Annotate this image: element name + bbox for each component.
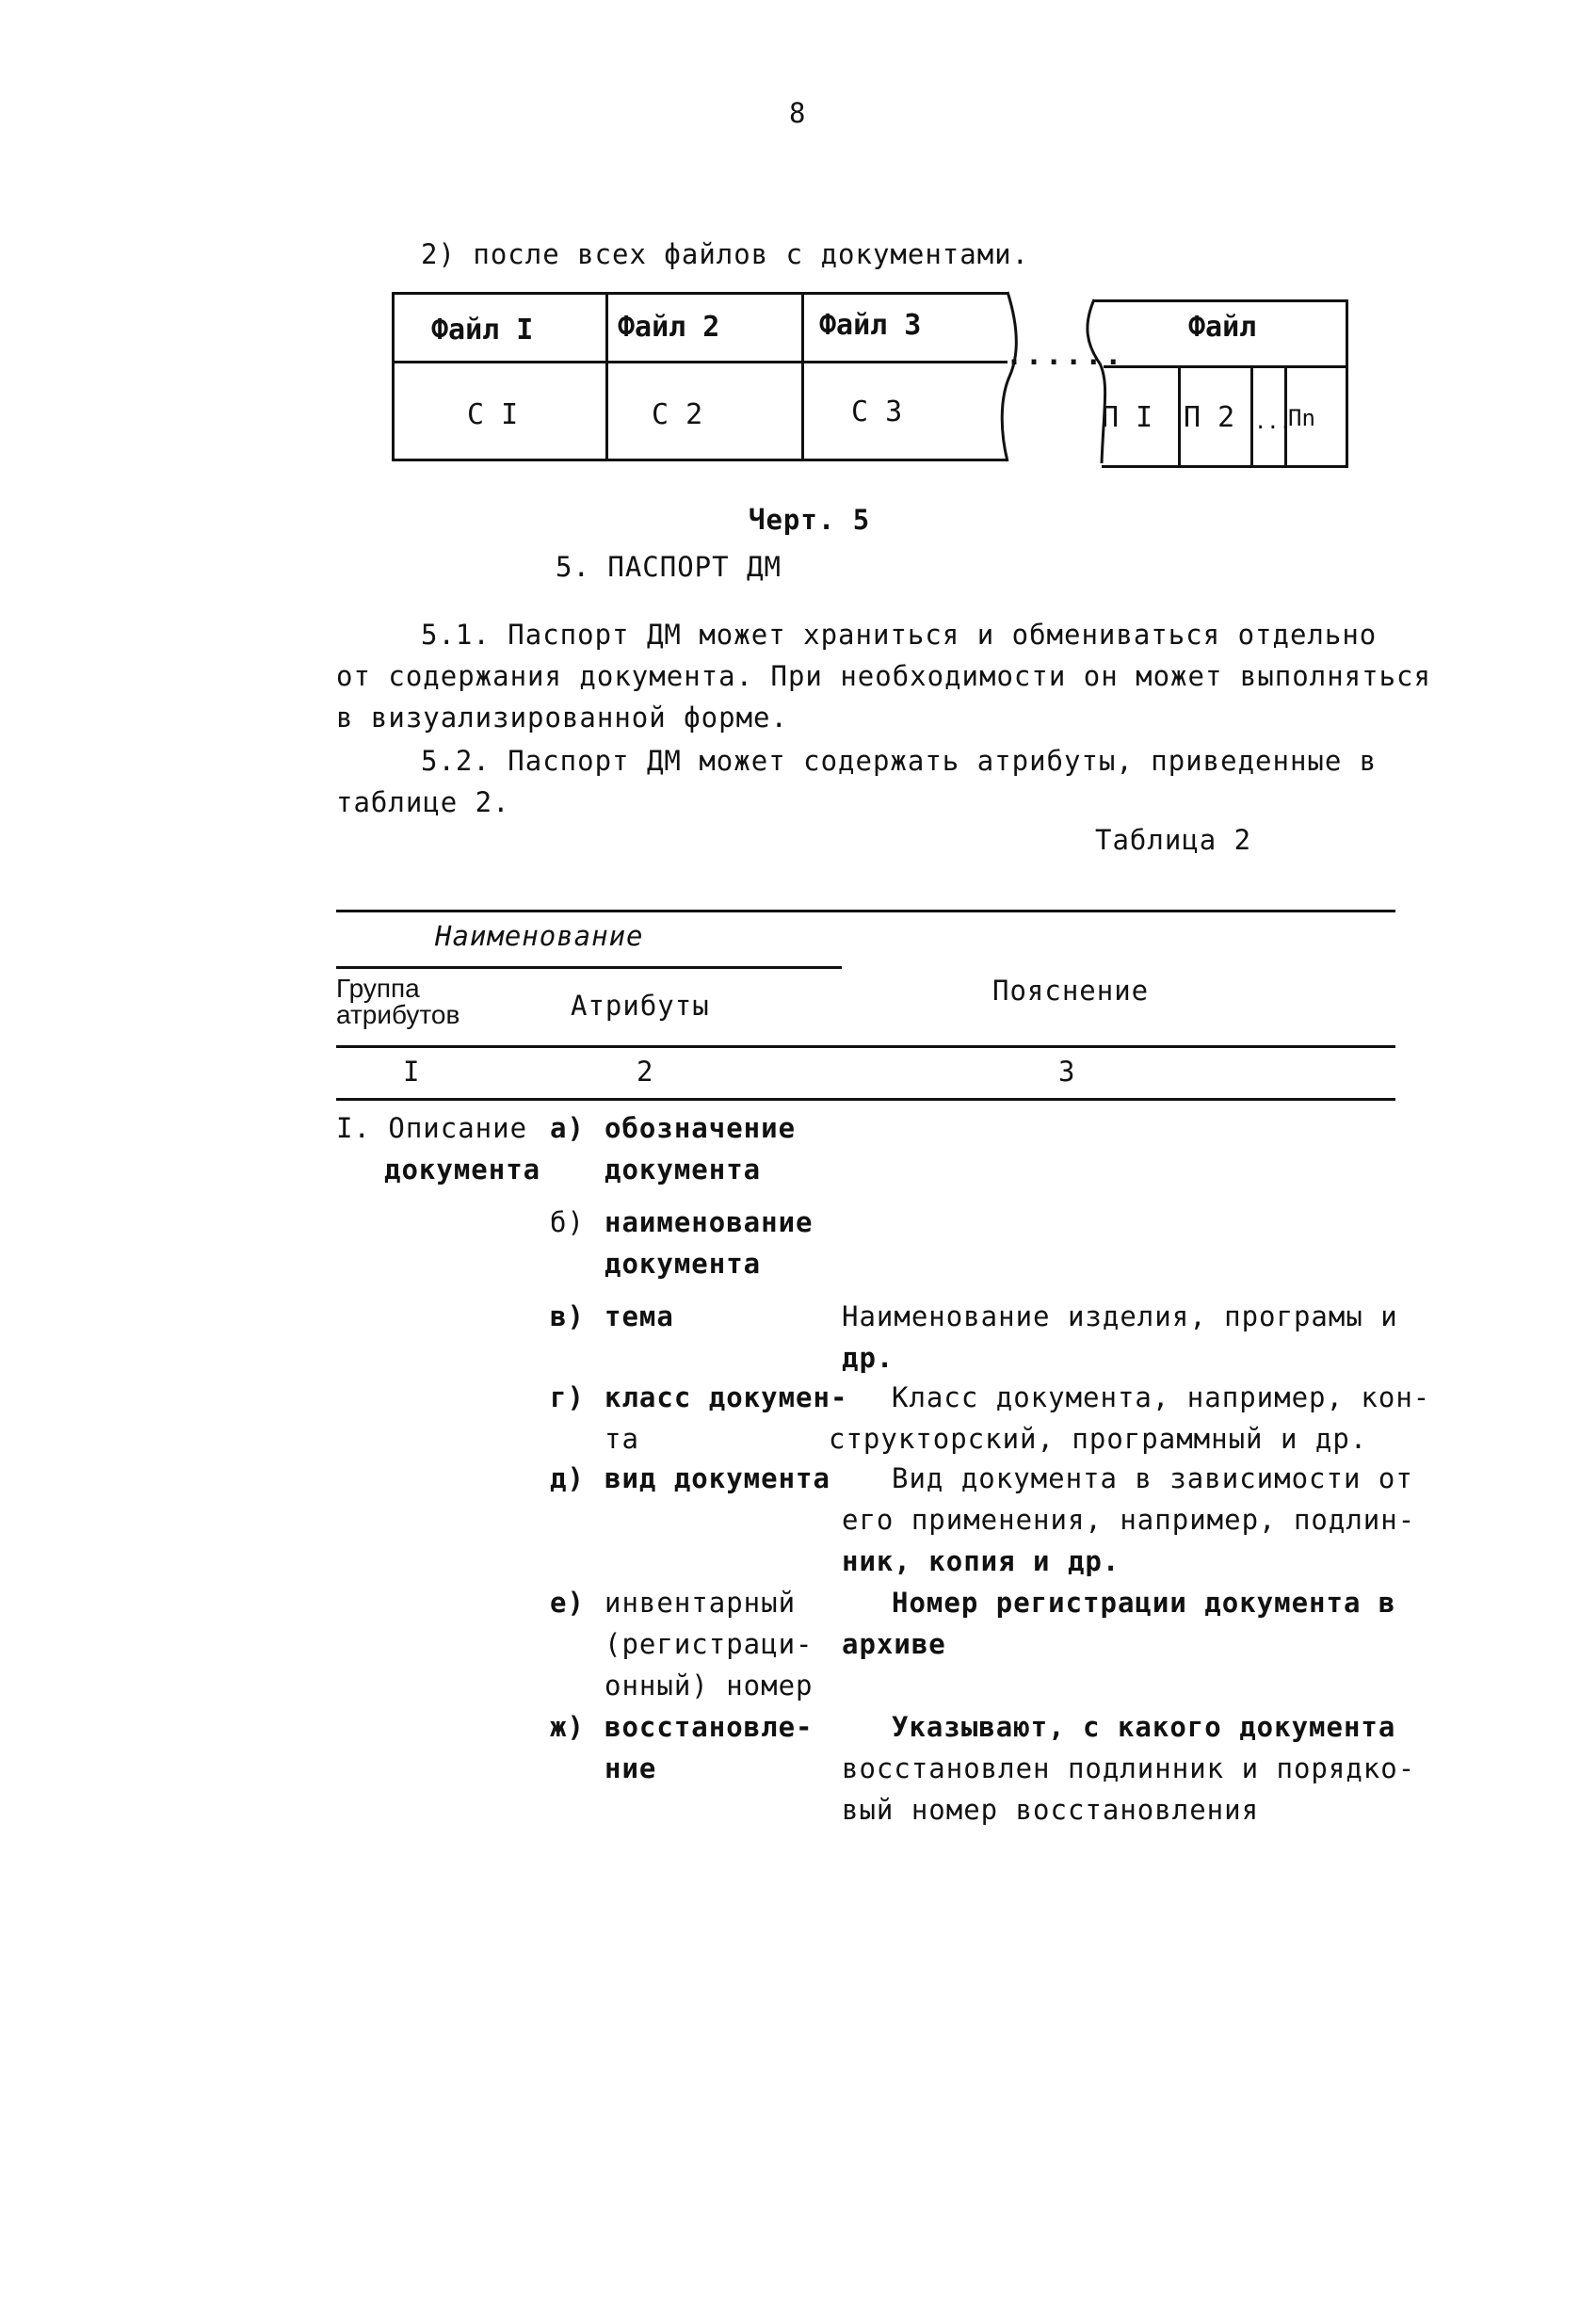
col3-header: Пояснение: [992, 975, 1150, 1007]
passport-break-mark: [1083, 298, 1120, 467]
row-attribute: (регистраци-: [605, 1628, 814, 1660]
row-attribute: восстановле-: [605, 1711, 814, 1743]
row-attribute: ние: [605, 1752, 657, 1784]
row-note: Наименование изделия, програмы и: [842, 1300, 1398, 1332]
row-note: др.: [842, 1342, 895, 1374]
row-note: Указывают, с какого документа: [892, 1711, 1396, 1743]
section-title: 5. ПАСПОРТ ДМ: [556, 551, 782, 583]
diagram-left-border: [392, 292, 395, 461]
passport-bottom-border: [1102, 465, 1348, 468]
row-note: его применения, например, подлин-: [842, 1504, 1416, 1536]
col-number-2: 2: [637, 1056, 654, 1088]
paragraph-line: от содержания документа. При необходимости он может выполняться: [336, 660, 1431, 692]
row-letter: е): [550, 1587, 585, 1619]
row-note: структорский, программный и др.: [829, 1423, 1368, 1455]
file-2-content: С 2: [652, 398, 703, 431]
paragraph-line: 5.2. Паспорт ДМ может содержать атрибуты, приведенные в: [421, 745, 1378, 777]
row-letter: г): [550, 1381, 585, 1413]
passport-file-header: Файл: [1188, 311, 1257, 344]
row-attribute: вид документа: [605, 1462, 830, 1494]
diagram-bottom-border: [392, 459, 1008, 461]
row-letter: д): [550, 1462, 585, 1494]
row-attribute: класс докумен-: [605, 1381, 848, 1413]
passport-divider: [1250, 365, 1253, 468]
group-name: I. Описание: [336, 1112, 528, 1144]
diagram-top-border: [392, 292, 1008, 295]
row-letter: а): [550, 1112, 585, 1144]
col-number-1: I: [403, 1056, 421, 1088]
passport-cell-ellipsis: ...: [1254, 411, 1292, 434]
group-name: документа: [384, 1153, 541, 1186]
header-group-rule: [336, 966, 842, 969]
col1-header-line: атрибутов: [336, 1000, 460, 1029]
table-top-rule: [336, 910, 1395, 912]
row-attribute: онный) номер: [605, 1670, 814, 1702]
row-note: Вид документа в зависимости от: [892, 1462, 1413, 1494]
col-number-3: 3: [1058, 1056, 1076, 1088]
header-group-label: Наименование: [435, 920, 644, 952]
passport-top-border: [1094, 299, 1348, 302]
figure-caption: Черт. 5: [749, 504, 871, 536]
row-attribute: инвентарный: [605, 1587, 797, 1619]
row-note: восстановлен подлинник и порядко-: [842, 1752, 1416, 1784]
numbers-bottom-rule: [336, 1098, 1395, 1101]
row-note: архиве: [842, 1628, 946, 1660]
diagram-ellipsis: ......: [1006, 339, 1125, 372]
passport-cell-n: Пn: [1288, 405, 1315, 431]
row-attribute: документа: [605, 1153, 762, 1186]
file-1-content: С I: [467, 398, 519, 431]
row-letter: в): [550, 1300, 585, 1332]
row-attribute: документа: [605, 1248, 762, 1280]
paragraph-line: в визуализированной форме.: [336, 702, 788, 734]
file-2-header: Файл 2: [618, 311, 720, 344]
row-attribute: наименование: [605, 1206, 814, 1238]
row-letter: ж): [550, 1711, 585, 1743]
file-1-header: Файл I: [431, 314, 534, 347]
row-note: Номер регистрации документа в: [892, 1587, 1396, 1619]
row-note: Класс документа, например, кон-: [892, 1381, 1431, 1413]
col1-header: [336, 976, 459, 1028]
row-attribute: тема: [605, 1300, 674, 1332]
diagram-divider: [605, 292, 608, 461]
passport-divider: [1178, 365, 1181, 468]
row-note: ник, копия и др.: [842, 1545, 1120, 1577]
file-3-header: Файл 3: [819, 309, 922, 342]
page-number: 8: [789, 97, 807, 129]
passport-right-border: [1346, 299, 1348, 468]
row-note: вый номер восстановления: [842, 1794, 1260, 1826]
diagram-break-mark: [998, 290, 1026, 463]
col1-header-line: Группа: [336, 974, 420, 1003]
row-attribute: та: [605, 1423, 639, 1455]
intro-line: 2) после всех файлов с документами.: [421, 238, 1030, 270]
row-attribute: обозначение: [605, 1112, 797, 1144]
paragraph-line: 5.1. Паспорт ДМ может храниться и обмениваться отдельно: [421, 619, 1378, 651]
diagram-divider: [801, 292, 804, 461]
passport-cell-2: П 2: [1184, 401, 1235, 434]
row-letter: б): [550, 1206, 585, 1238]
passport-cell-1: П I: [1102, 401, 1153, 434]
passport-middle-border: [1104, 365, 1348, 368]
col2-header: Атрибуты: [571, 990, 710, 1022]
header-bottom-rule: [336, 1045, 1395, 1048]
diagram-middle-border: [392, 361, 1008, 363]
paragraph-line: таблице 2.: [336, 786, 510, 818]
file-3-content: С 3: [851, 395, 903, 428]
table-label: Таблица 2: [1095, 824, 1252, 856]
